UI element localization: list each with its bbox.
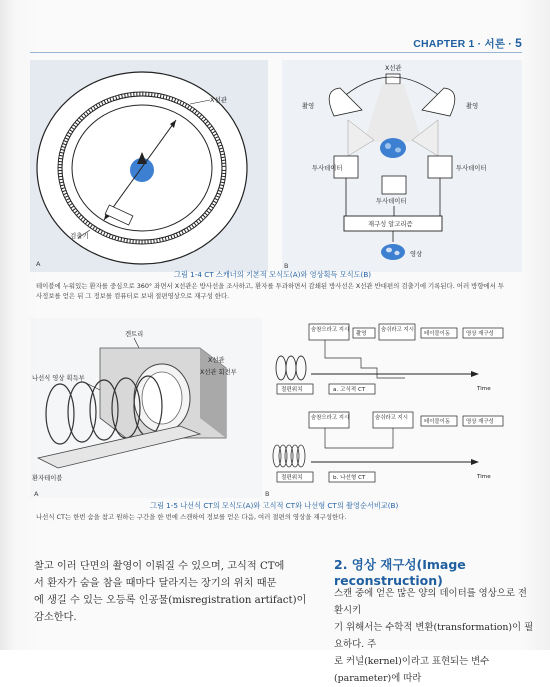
caption-prefix: 그림 1-5 [150, 501, 178, 510]
label-xray-tube-b: X선관 [385, 65, 402, 72]
panel-a-label: A [36, 260, 41, 268]
panel-b-label: B [284, 262, 289, 270]
text-line: 에 생길 수 있는 오등록 인공물(misregistration artifact)이 [34, 595, 307, 606]
text-line: 감소한다. [34, 612, 77, 623]
text-line: 스캔 중에 얻은 많은 양의 데이터를 영상으로 전환시키 [334, 588, 527, 616]
label-view-right: 촬영 [466, 103, 479, 110]
label-xray-tube: X선관 [210, 96, 228, 104]
step-label: 숨쉬라고 지시 [381, 327, 414, 333]
tube-top [386, 74, 400, 84]
step-label: 테이블이동 [424, 331, 451, 337]
label-table: 환자테이블 [32, 475, 63, 482]
figure-1-4-body-line: 테이블에 누워있는 환자를 중심으로 360° 좌면서 X선관은 방사선을 조사하고, 환자를 투과하면서 감쇄된 방사선은 X선관 반대편의 검출기에 기록된다. 어러 방향에서 투 [36, 282, 505, 290]
patient-b [380, 138, 406, 158]
panel-b-label: B [265, 490, 270, 498]
label-gantry: 겐트리 [125, 331, 144, 338]
step-label: 영상 재구성 [466, 331, 494, 337]
caption-text: 나선식 CT의 모식도(A)와 고식적 CT와 나선형 CT의 촬영순서비교(B) [180, 501, 399, 510]
step-label: 숨참으라고 지시 [311, 327, 350, 333]
text-line: 기 위해서는 수학적 변환(transformation)이 필요하다. 주 [334, 622, 534, 650]
step-label: 숨참으라고 지시 [311, 415, 350, 421]
figure-1-5a-helical-ct [30, 318, 262, 498]
text-line: 찰고 이러 단면의 촬영이 이뤄질 수 있으며, 고식적 CT에 [34, 561, 285, 572]
caption-prefix: 그림 1-4 [174, 270, 202, 279]
header-rule [30, 52, 522, 53]
time-label: Time [477, 474, 491, 480]
body-text-right [334, 585, 534, 687]
label-algorithm: 재구성 알고리즘 [368, 221, 413, 228]
figure-1-4-body-line: 사정보를 얻은 뒤 그 정보를 컴퓨터로 보내 절편영상으로 재구성 한다. [36, 292, 230, 300]
reconstructed-image [381, 244, 405, 260]
method-label: a. 고식적 CT [333, 387, 366, 393]
label-helical: 나선식 영상 획득부 [32, 375, 85, 382]
label-image: 영상 [410, 251, 423, 258]
slice-label: 절편위치 [281, 387, 303, 393]
method-label: b. 나선형 CT [333, 475, 366, 481]
figure-1-5b-timelines [265, 322, 523, 498]
slice-label: 절편위치 [281, 475, 303, 481]
text-line: 로 커널(kernel)이라고 표현되는 변수(parameter)에 따라 [334, 656, 490, 684]
step-label: 영상 재구성 [466, 419, 494, 425]
figure-1-5-body: 나선식 CT는 한번 숨을 참고 원하는 구간을 한 번에 스캔하여 정보를 얻은 다음, 여러 절편의 영상을 재구성한다. [36, 513, 347, 521]
body-text-left [34, 558, 320, 626]
figure-1-5-caption [150, 501, 398, 511]
text-line: 서 환자가 숨을 참을 때마다 달라지는 장기의 위치 때문 [34, 578, 277, 589]
chapter-title: 서론 [484, 38, 506, 50]
label-data-center: 투사데이터 [376, 198, 407, 205]
time-label: Time [477, 386, 491, 392]
caption-text: CT 스캐너의 기본적 모식도(A)와 영상획득 모식도(B) [204, 270, 372, 279]
label-view-left: 촬영 [302, 103, 315, 110]
page-number: 5 [515, 36, 522, 50]
panel-a-label: A [34, 490, 39, 498]
figure-1-4-caption [174, 270, 371, 280]
label-xray-tube-2: X선관 [208, 357, 225, 364]
figure-1-4b-acquisition [282, 60, 522, 272]
label-rotation: X선관 회전부 [200, 369, 237, 376]
step-label: 촬영 [356, 331, 367, 337]
chapter-label: CHAPTER 1 [413, 38, 475, 50]
figure-1-4a-gantry [30, 60, 268, 272]
label-detector: 검출기 [70, 232, 89, 240]
figure-1-4-body [36, 281, 526, 301]
step-label: 숨쉬라고 지시 [375, 415, 408, 421]
label-data-right: 투사데이터 [456, 165, 487, 172]
label-data-left: 투사데이터 [312, 165, 343, 172]
running-header: CHAPTER 1 · 서론 · 5 [413, 36, 522, 50]
section-heading: 2. 영상 재구성(Image reconstruction) [334, 557, 466, 588]
timeline-conventional [276, 324, 503, 394]
timeline-helical [273, 412, 503, 482]
step-label: 테이블이동 [424, 419, 451, 425]
